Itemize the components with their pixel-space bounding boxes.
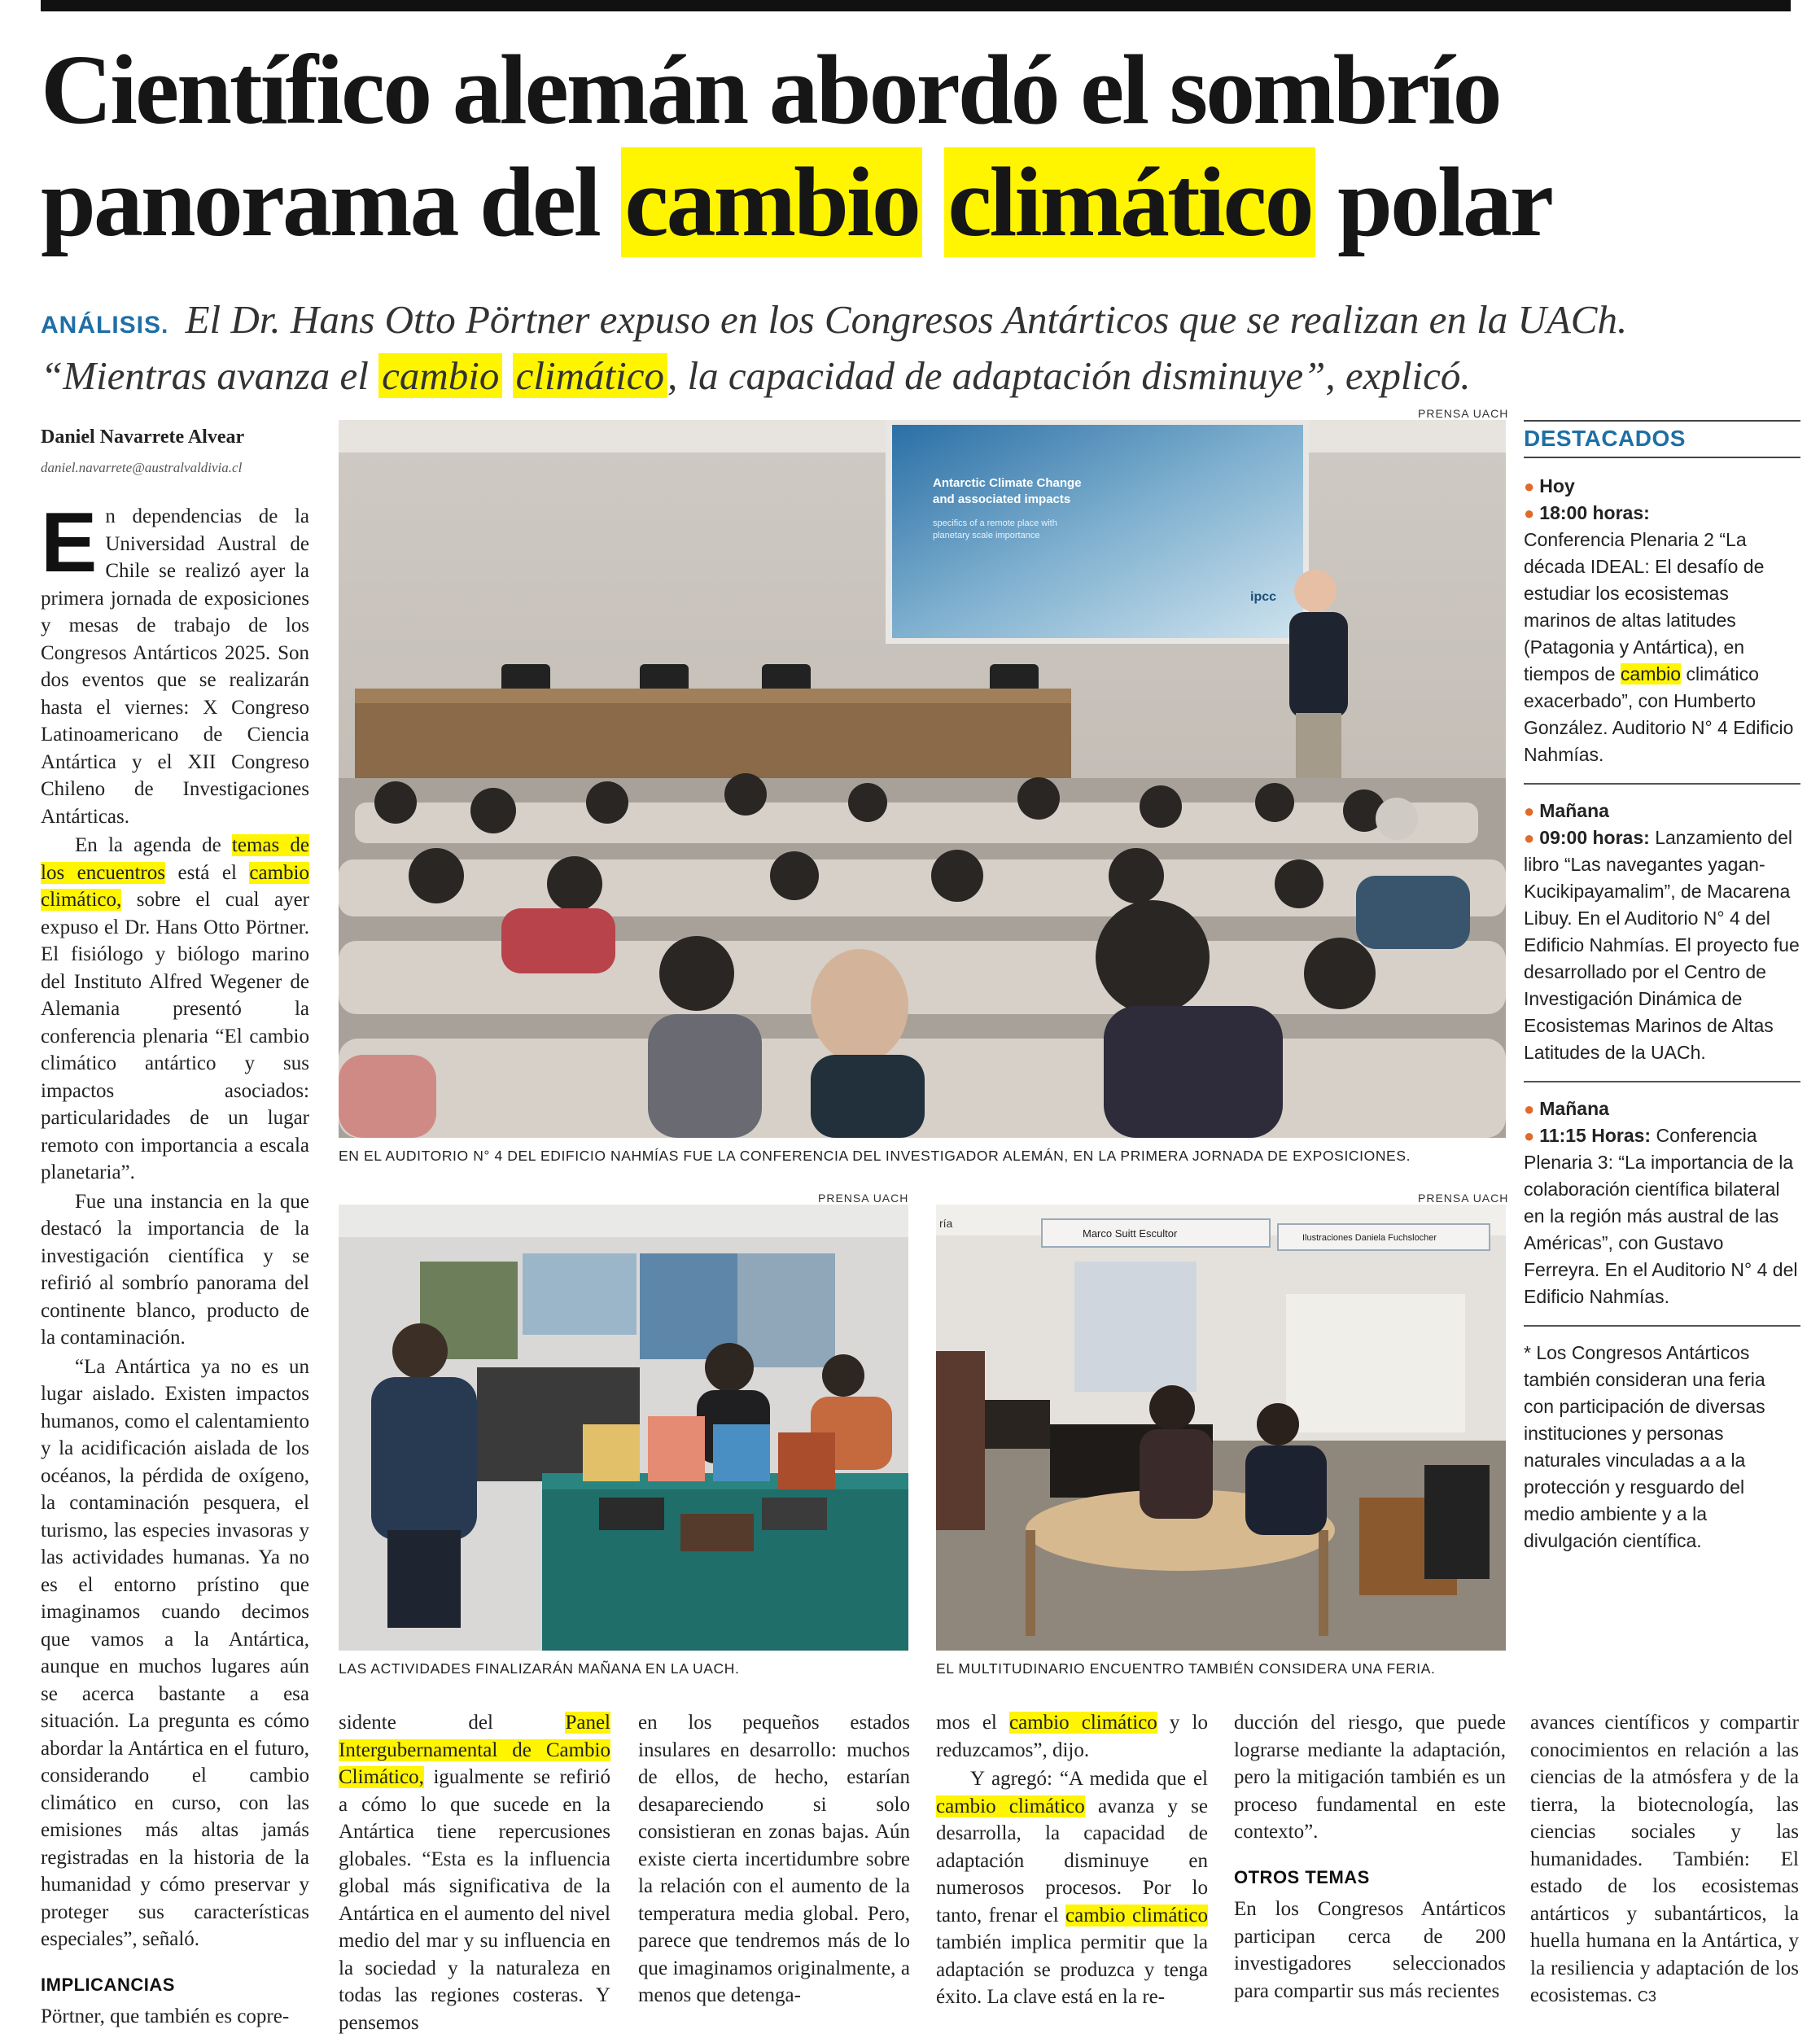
event-text: Conferencia Plenaria 3: “La importancia de la colaboración científica bilateral en la región más austral de las Américas”, con Gustavo Ferreyra. En el Auditorio N° 4 del Edificio Nahmías. [1524, 1125, 1798, 1307]
highlights-sidebar [1524, 420, 1800, 1555]
event-description [1524, 527, 1800, 768]
paragraph-text: avanza y se desarrolla, la capacidad de adaptación disminuye en numerosos procesos. Por lo tanto, frenar el [936, 1795, 1208, 1926]
photo-caption: EN EL AUDITORIO N° 4 DEL EDIFICIO NAHMÍAS FUE LA CONFERENCIA DEL INVESTIGADOR ALEMÁN, EN LA PRIMERA JORNADA DE EXPOSICIONES. [339, 1148, 1411, 1164]
headline-text: polar [1337, 147, 1552, 257]
standfirst-sentence: El Dr. Hans Otto Pörtner expuso en los Congresos Antárticos que se realizan en la UACh. [185, 297, 1628, 342]
slide-title: and associated impacts [933, 492, 1071, 506]
sidebar-note: * Los Congresos Antárticos también consideran una feria con participación de diversas instituciones y personas naturales vinculadas a a la protección y resguardo del medio ambiente y a la divulgación científica. [1524, 1342, 1765, 1551]
slide-title: Antarctic Climate Change [933, 476, 1082, 490]
sidebar-event [1524, 798, 1800, 1082]
text-highlight: cambio climático [1065, 1904, 1208, 1926]
event-day-label: Mañana [1539, 1098, 1609, 1119]
text-highlight: cambio climático, [41, 861, 309, 911]
sidebar-title: DESTACADOS [1524, 420, 1800, 458]
bullet-icon: ● [1524, 503, 1535, 523]
paragraph-text: y lo reduzcamos”, dijo. [936, 1712, 1208, 1761]
paragraph: en los pequeños estados insulares en desarrollo: muchos de ellos, de hecho, estarían desapareciendo si solo consistieran en zonas bajas. Aún existe cierta incertidumbre sobre la relación con el aumento de la temperatura media global. Pero, parece que tendremos más de lo que imaginamos originalmente, a menos que detenga- [638, 1712, 910, 2006]
paragraph [936, 1709, 1208, 1764]
paragraph [41, 496, 309, 830]
paragraph: Fue una instancia en la que destacó la importancia de la investigación científica y se refirió al sombrío panorama del continente blanco, producto de la contaminación. [41, 1190, 309, 1349]
paragraph-text: también implica permitir que la adaptación se produzca y tenga éxito. La clave está en la re- [936, 1931, 1208, 2008]
paragraph: ducción del riesgo, que puede lograrse mediante la adaptación, pero la mitigación también es un proceso fundamental en este contexto”. [1234, 1712, 1506, 1843]
bullet-icon: ● [1524, 1099, 1535, 1119]
auditorium-image [339, 420, 1506, 1138]
paragraph [41, 832, 309, 1187]
standfirst [41, 295, 1791, 401]
main-photo [339, 420, 1506, 1138]
paragraph [339, 1709, 610, 2036]
paragraph-text: Y agregó: “A medida que el [970, 1768, 1208, 1790]
event-text: Conferencia Plenaria 2 “La década IDEAL: El desafío de estudiar los ecosistemas marinos de altas latitudes (Patagonia y Antártica), en tiempos de [1524, 529, 1765, 684]
body-column-5 [1234, 1709, 1506, 2006]
text-highlight: cambio [1620, 663, 1682, 684]
sidebar-event [1524, 473, 1800, 785]
slide-subtitle: specifics of a remote place with [933, 518, 1057, 528]
sidebar-event [1524, 1096, 1800, 1327]
slide-logo: ipcc [1250, 590, 1277, 604]
bullet-icon: ● [1524, 1126, 1535, 1146]
booth-sign: Marco Suitt Escultor [1083, 1227, 1178, 1240]
text-highlight: temas de los encuentros [41, 834, 309, 884]
photo-credit: PRENSA UACH [1418, 407, 1509, 420]
paragraph-text: avances científicos y compartir conocimientos en relación a las ciencias de la atmósfera y de la tierra, la biotecnología, las ciencias sociales y las humanidades. También: El estado de los ecosistemas antárticos y subantárticos, la huella humana en la Antártica, y la resiliencia y adaptación de los ecosistemas. [1530, 1712, 1799, 2006]
body-column-2 [339, 1709, 610, 2038]
paragraph-text: está el [164, 861, 250, 884]
booth-sign: ría [939, 1217, 953, 1230]
top-rule [41, 0, 1791, 11]
subhead: OTROS TEMAS [1234, 1866, 1370, 1887]
paragraph-text: sobre el cual ayer expuso el Dr. Hans Otto Pörtner. El fisiólogo y biólogo marino del Instituto Alfred Wegener de Alemania presentó la conferencia plenaria “El cambio climático antártico y sus impactos asociados: particularidades de un lugar remoto con importancia a escala planetaria”. [41, 889, 309, 1183]
headline-highlight: climático [944, 147, 1315, 257]
bullet-icon: ● [1524, 828, 1535, 848]
author-name: Daniel Navarrete Alvear [41, 426, 245, 448]
event-time-label: 11:15 Horas: [1539, 1125, 1652, 1146]
end-mark: C3 [1637, 1988, 1656, 2005]
bullet-icon: ● [1524, 801, 1535, 821]
bullet-icon: ● [1524, 476, 1535, 496]
event-text: climático exacerbado”, con Humberto González. Auditorio N° 4 Edificio Nahmías. [1524, 663, 1794, 765]
headline-highlight: cambio [621, 147, 922, 257]
author-email: daniel.navarrete@australvaldivia.cl [41, 460, 243, 475]
event-time [1524, 500, 1800, 527]
paragraph: En los Congresos Antárticos participan cerca de 200 investigadores seleccionados para compartir sus más recientes [1234, 1898, 1506, 2002]
headline-line-1: Científico alemán abordó el sombrío [41, 35, 1500, 145]
event-description [1524, 1122, 1800, 1310]
byline [41, 426, 309, 476]
fair-hall-photo [936, 1205, 1506, 1651]
body-column-6 [1530, 1709, 1799, 2013]
fair-stand-photo [339, 1205, 908, 1651]
event-description [1524, 824, 1800, 1066]
event-day-label: Hoy [1539, 475, 1575, 496]
text-highlight: cambio climático [1009, 1712, 1157, 1734]
paragraph: Pörtner, que también es copre- [41, 2005, 290, 2027]
body-column-3 [638, 1709, 910, 2011]
standfirst-quote: “Mientras avanza el [41, 353, 369, 398]
text-highlight: Panel Intergubernamental de Cambio Climático, [339, 1712, 610, 1788]
stand-image [339, 1205, 908, 1651]
fair-image [936, 1205, 1506, 1651]
paragraph-text: igualmente se refirió a cómo lo que sucede en la Antártica tiene repercusiones globales. “Esta es la influencia global más significativa de la Antártica en el aumento del nivel medio del mar y su influencia en la sociedad y la naturaleza en todas las regiones costeras. Y pensemos [339, 1766, 610, 2034]
standfirst-highlight: cambio [378, 353, 502, 398]
body-column-4 [936, 1709, 1208, 2013]
paragraph [1530, 1709, 1799, 2011]
photo-credit: PRENSA UACH [1418, 1192, 1509, 1205]
event-day [1524, 473, 1800, 500]
photo-caption: LAS ACTIVIDADES FINALIZARÁN MAÑANA EN LA UACH. [339, 1660, 740, 1677]
paragraph-text: En la agenda de [75, 834, 232, 856]
paragraph [936, 1765, 1208, 2011]
paragraph: “La Antártica ya no es un lugar aislado. Existen impactos humanos, como el calentamiento y la acidificación aislada de los océanos, la pérdida de oxígeno, la contaminación pesquera, el turismo, las especies invasoras y las actividades humanas. Ya no es el entorno prístino que imaginamos cuando decimos que vamos a la Antártica, aunque en muchos lugares aún se acerca bastante a esa situación. La pregunta es cómo abordar la Antártica en el futuro, considerando el cambio climático en curso, con las emisiones más altas jamás registradas en la historia de la humanidad y cómo preservar y proteger sus características especiales”, señaló. [41, 1355, 309, 1950]
event-text: Lanzamiento del libro “Las navegantes yagan- Kucikipayamalim”, de Macarena Libuy. En el Auditorio N° 4 del Edificio Nahmías. El proyecto fue desarrollado por el Centro de Investigación Dinámica de Ecosistemas Marinos de Altas Latitudes de la UACh. [1524, 827, 1800, 1063]
headline-line-2 [41, 147, 1791, 259]
paragraph-text: mos el [936, 1712, 1010, 1734]
body-column-1 [41, 496, 309, 2032]
headline-text: panorama del [41, 147, 599, 257]
event-day [1524, 798, 1800, 824]
event-day-label: Mañana [1539, 800, 1609, 821]
standfirst-quote: , la capacidad de adaptación disminuye”, explicó. [667, 353, 1471, 398]
slide-subtitle: planetary scale importance [933, 531, 1040, 540]
paragraph-text: sidente del [339, 1712, 566, 1734]
subhead: IMPLICANCIAS [41, 1974, 175, 1995]
booth-sign: Ilustraciones Daniela Fuchslocher [1302, 1233, 1437, 1243]
standfirst-highlight: climático [513, 353, 667, 398]
headline [41, 34, 1791, 259]
drop-cap: E [41, 496, 98, 590]
text-highlight: cambio climático [936, 1795, 1085, 1817]
paragraph-text: n dependencias de la Universidad Austral de Chile se realizó ayer la primera jornada de exposiciones y mesas de trabajo de los Congresos Antárticos 2025. Son dos eventos que se realizarán hasta el viernes: X Congreso Latinoamericano de Ciencia Antártica y el XII Congreso Chileno de Investigaciones Antárticas. [41, 505, 309, 828]
event-time-label: 09:00 horas: [1539, 827, 1650, 848]
photo-credit: PRENSA UACH [818, 1192, 909, 1205]
event-day [1524, 1096, 1800, 1122]
kicker-label: ANÁLISIS. [41, 312, 169, 339]
photo-caption: EL MULTITUDINARIO ENCUENTRO TAMBIÉN CONSIDERA UNA FERIA. [936, 1660, 1436, 1677]
event-time-label: 18:00 horas: [1539, 502, 1650, 523]
